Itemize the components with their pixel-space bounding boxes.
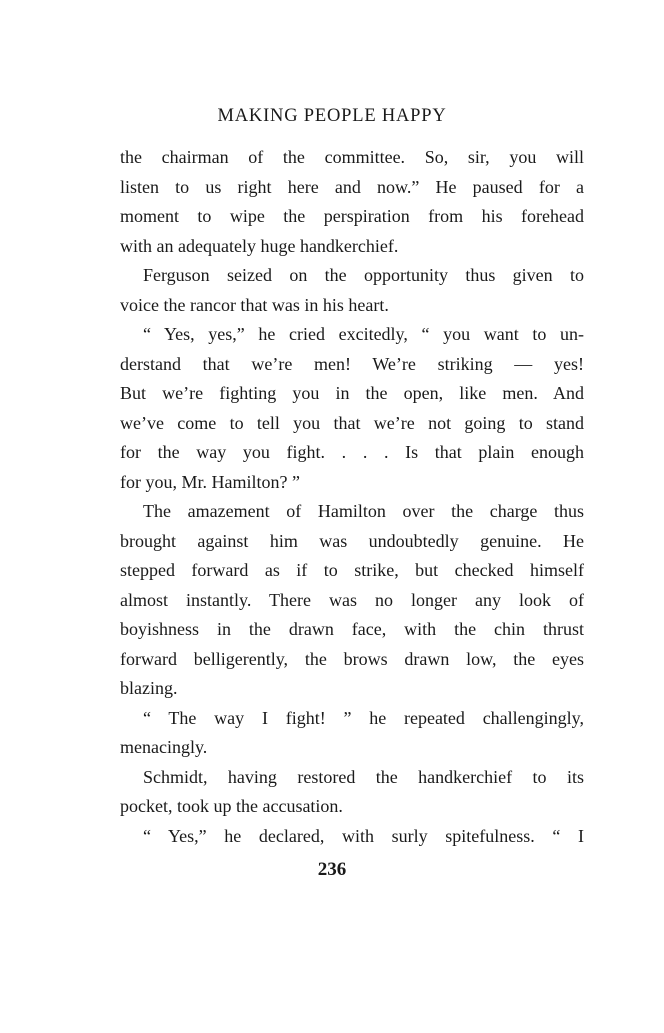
- text-line: for the way you fight. . . . Is that plain enough: [120, 442, 584, 462]
- text-line: moment to wipe the perspiration from his forehead: [120, 206, 584, 226]
- text-line: boyishness in the drawn face, with the chin thrust: [120, 619, 584, 639]
- text-line: stepped forward as if to strike, but checked himself: [120, 560, 584, 580]
- page-number: 236: [317, 859, 347, 880]
- text-line: the chairman of the committee. So, sir, you will: [120, 147, 584, 167]
- text-line: The amazement of Hamilton over the charge thus: [143, 501, 584, 521]
- text-line: But we’re fighting you in the open, like men. And: [120, 383, 584, 403]
- text-line: with an adequately huge handkerchief.: [120, 235, 399, 256]
- text-line: forward belligerently, the brows drawn low, the eyes: [120, 648, 584, 669]
- text-line: voice the rancor that was in his heart.: [120, 294, 389, 315]
- text-line: “ Yes,” he declared, with surly spitefulness. “ I: [143, 825, 584, 846]
- text-line: brought against him was undoubtedly genuine. He: [120, 530, 584, 551]
- text-line: listen to us right here and now.” He paused for a: [120, 176, 584, 197]
- text-line: “ Yes, yes,” he cried excitedly, “ you want to un-: [143, 324, 584, 344]
- running-head: MAKING PEOPLE HAPPY: [217, 106, 447, 126]
- text-line: almost instantly. There was no longer any look of: [120, 589, 584, 610]
- text-line: menacingly.: [120, 737, 208, 757]
- text-line: Schmidt, having restored the handkerchief to its: [143, 766, 584, 787]
- text-line: we’ve come to tell you that we’re not going to stand: [120, 412, 584, 433]
- text-line: blazing.: [120, 678, 178, 698]
- text-line: for you, Mr. Hamilton? ”: [120, 471, 300, 492]
- body-text: [120, 143, 584, 851]
- text-line: “ The way I fight! ” he repeated challengingly,: [143, 707, 584, 728]
- text-line: pocket, took up the accusation.: [120, 796, 343, 816]
- text-line: derstand that we’re men! We’re striking — yes!: [120, 353, 584, 374]
- text-line: Ferguson seized on the opportunity thus given to: [143, 265, 584, 285]
